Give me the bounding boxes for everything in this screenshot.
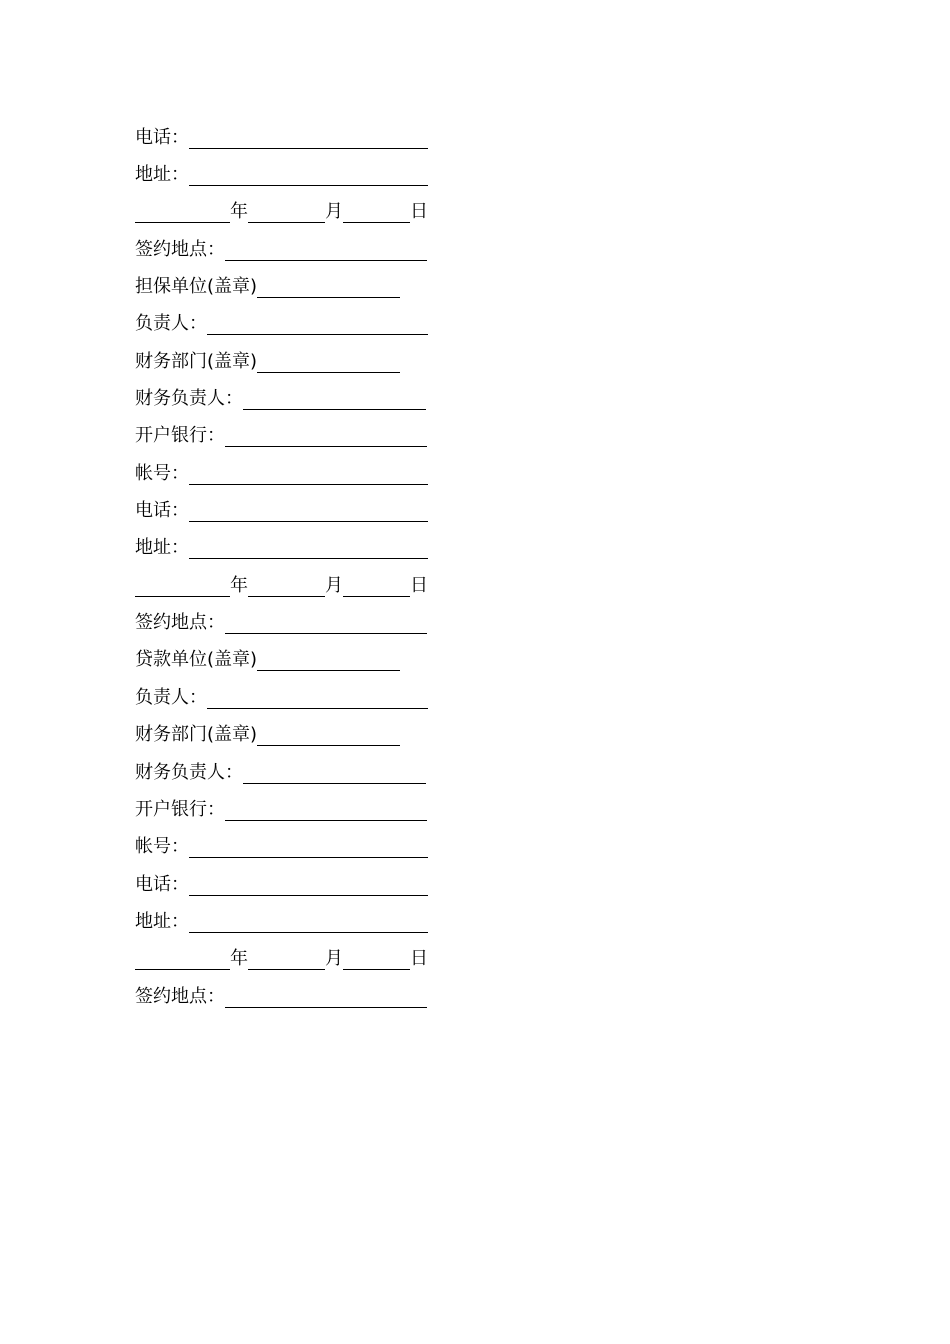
form-row-phone — [135, 119, 435, 156]
blank-line[interactable] — [257, 276, 400, 298]
blank-line[interactable] — [189, 127, 428, 149]
signature-form — [135, 119, 435, 1015]
form-row-date — [135, 567, 435, 604]
blank-line[interactable] — [243, 762, 426, 784]
field-label: 开户银行： — [135, 425, 225, 447]
field-label: 负责人： — [135, 313, 207, 335]
year-blank[interactable] — [135, 201, 230, 223]
form-row-address — [135, 156, 435, 193]
field-label: 财务负责人： — [135, 761, 243, 783]
form-row-address — [135, 530, 435, 567]
field-label: 贷款单位(盖章) — [135, 649, 258, 671]
month-label: 月 — [325, 948, 343, 970]
field-label: 地址： — [135, 164, 189, 186]
blank-line[interactable] — [225, 612, 427, 634]
year-label: 年 — [230, 574, 248, 596]
form-row-responsible-person — [135, 306, 435, 343]
month-blank[interactable] — [248, 948, 325, 970]
form-row-signing-place — [135, 604, 435, 641]
field-label: 地址： — [135, 910, 189, 932]
month-blank[interactable] — [248, 575, 325, 597]
form-row-finance-dept-seal — [135, 717, 435, 754]
form-row-lender-seal — [135, 642, 435, 679]
form-row-date — [135, 194, 435, 231]
field-label: 财务部门(盖章) — [135, 350, 258, 372]
form-row-finance-head — [135, 380, 435, 417]
field-label: 帐号： — [135, 462, 189, 484]
blank-line[interactable] — [189, 463, 428, 485]
field-label: 开户银行： — [135, 798, 225, 820]
field-label: 帐号： — [135, 836, 189, 858]
form-row-responsible-person — [135, 679, 435, 716]
form-row-finance-dept-seal — [135, 343, 435, 380]
blank-line[interactable] — [189, 836, 428, 858]
blank-line[interactable] — [189, 911, 428, 933]
form-row-date — [135, 941, 435, 978]
field-label: 签约地点： — [135, 612, 225, 634]
field-label: 签约地点： — [135, 238, 225, 260]
field-label: 担保单位(盖章) — [135, 276, 258, 298]
month-blank[interactable] — [248, 201, 325, 223]
field-label: 财务负责人： — [135, 388, 243, 410]
blank-line[interactable] — [189, 164, 428, 186]
blank-line[interactable] — [189, 500, 428, 522]
field-label: 电话： — [135, 873, 189, 895]
blank-line[interactable] — [189, 874, 428, 896]
blank-line[interactable] — [207, 687, 428, 709]
field-label: 电话： — [135, 500, 189, 522]
blank-line[interactable] — [243, 388, 426, 410]
day-label: 日 — [410, 201, 428, 223]
field-label: 财务部门(盖章) — [135, 724, 258, 746]
form-row-finance-head — [135, 754, 435, 791]
form-row-address — [135, 903, 435, 940]
field-label: 地址： — [135, 537, 189, 559]
day-label: 日 — [410, 948, 428, 970]
blank-line[interactable] — [225, 799, 427, 821]
form-row-phone — [135, 492, 435, 529]
blank-line[interactable] — [257, 351, 400, 373]
form-row-guarantor-seal — [135, 268, 435, 305]
day-blank[interactable] — [343, 575, 410, 597]
day-blank[interactable] — [343, 201, 410, 223]
form-row-signing-place — [135, 231, 435, 268]
form-row-bank — [135, 791, 435, 828]
form-row-account — [135, 829, 435, 866]
year-blank[interactable] — [135, 575, 230, 597]
year-blank[interactable] — [135, 948, 230, 970]
year-label: 年 — [230, 948, 248, 970]
field-label: 签约地点： — [135, 985, 225, 1007]
blank-line[interactable] — [257, 649, 400, 671]
day-blank[interactable] — [343, 948, 410, 970]
month-label: 月 — [325, 201, 343, 223]
blank-line[interactable] — [225, 425, 427, 447]
blank-line[interactable] — [207, 313, 428, 335]
blank-line[interactable] — [257, 724, 400, 746]
blank-line[interactable] — [189, 537, 428, 559]
form-row-phone — [135, 866, 435, 903]
month-label: 月 — [325, 574, 343, 596]
field-label: 电话： — [135, 126, 189, 148]
blank-line[interactable] — [225, 986, 427, 1008]
form-row-signing-place — [135, 978, 435, 1015]
form-row-account — [135, 455, 435, 492]
field-label: 负责人： — [135, 686, 207, 708]
year-label: 年 — [230, 201, 248, 223]
form-row-bank — [135, 418, 435, 455]
blank-line[interactable] — [225, 239, 427, 261]
day-label: 日 — [410, 574, 428, 596]
